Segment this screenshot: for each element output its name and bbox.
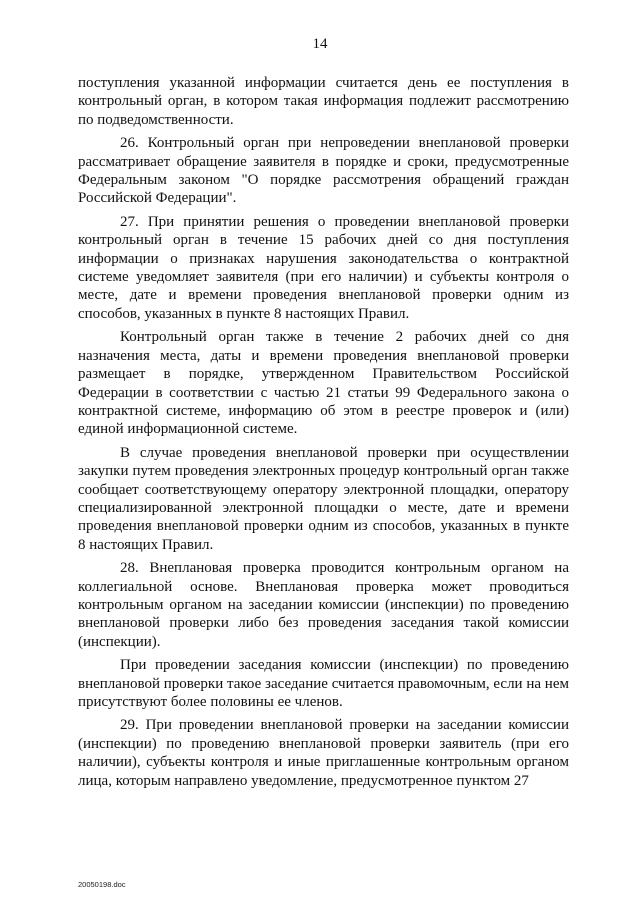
paragraph-27: 27. При принятии решения о проведении внеплановой проверки контрольный орган в течение 15 рабочих дней со дня поступления информации о признаках нарушения законодательства о контрактной системе уведомляет заявителя (при его наличии) и субъекты контроля о месте, дате и времени проведения внеплановой проверки одним из способов, указанных в пункте 8 настоящих Правил. [78, 213, 569, 322]
paragraph-29: 29. При проведении внеплановой проверки на заседании комиссии (инспекции) по проведению внеплановой проверки заявитель (при его наличии), субъекты контроля и иные приглашенные контрольным органом лица, которым направлено уведомление, предусмотренное пунктом 27 [78, 717, 569, 789]
page-number: 14 [312, 36, 328, 52]
paragraph-continuation: поступления указанной информации считается день ее поступления в контрольный орган, в котором такая информация подлежит рассмотрению по подведомственности. [78, 75, 569, 128]
paragraph-27-placement: Контрольный орган также в течение 2 рабочих дней со дня назначения места, даты и времени проведения внеплановой проверки размещает в порядке, утвержденном Правительством Российской Федерации в соответствии с частью 21 статьи 99 Федерального закона о контрактной системе, информацию об этом в реестре проверок и (или) единой информационной системе. [78, 329, 569, 438]
paragraph-28-quorum: При проведении заседания комиссии (инспекции) по проведению внеплановой проверки такое заседание считается правомочным, если на нем присутствуют более половины ее членов. [78, 657, 569, 710]
document-body [78, 74, 569, 790]
paragraph-27-electronic: В случае проведения внеплановой проверки при осуществлении закупки путем проведения электронных процедур контрольный орган также сообщает соответствующему оператору электронной площадки, оператору специализированной электронной площадки о месте, дате и времени проведения внеплановой проверки одним из способов, указанных в пункте 8 настоящих Правил. [78, 444, 569, 553]
paragraph-28: 28. Внеплановая проверка проводится контрольным органом на коллегиальной основе. Внеплановая проверка может проводиться контрольным органом на заседании комиссии (инспекции) по проведению внеплановой проверки либо без проведения заседания такой комиссии (инспекции). [78, 560, 569, 650]
paragraph-26: 26. Контрольный орган при непроведении внеплановой проверки рассматривает обращение заявителя в порядке и сроки, предусмотренные Федеральным законом "О порядке рассмотрения обращений граждан Российской Федерации". [78, 135, 569, 207]
footer-filename: 20050198.doc [78, 880, 126, 889]
